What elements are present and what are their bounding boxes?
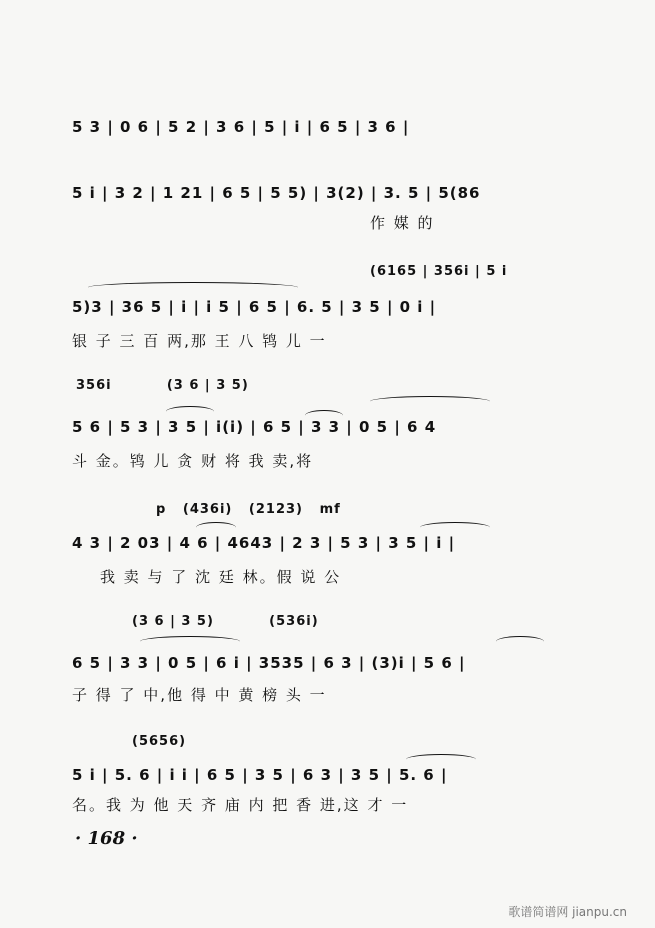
parenthesized-phrase: (3 6 | 3 5) (536i) [132,614,319,629]
lyrics-line: 名。我 为 他 天 齐 庙 内 把 香 进,这 才 一 [72,796,409,814]
parenthesized-phrase: (5656) [132,734,187,749]
slur [166,406,214,417]
notes-line: 5)3 | 36 5 | i | i 5 | 6 5 | 6. 5 | 3 5 | 0 i | [72,298,437,316]
notes-line: 5 3 | 0 6 | 5 2 | 3 6 | 5 | i | 6 5 | 3 6 | [72,118,410,136]
slur [420,522,490,533]
lyrics-line: 作 媒 的 [370,214,435,232]
notes-line: 5 i | 3 2 | 1 21 | 6 5 | 5 5) | 3(2) | 3. 5 | 5(86 [72,184,481,202]
slur [496,636,544,647]
lyrics-line: 我 卖 与 了 沈 廷 林。假 说 公 [100,568,342,586]
slur [305,410,343,421]
notes-line: 5 i | 5. 6 | i i | 6 5 | 3 5 | 6 3 | 3 5 | 5. 6 | [72,766,448,784]
slur [88,282,298,293]
slur [196,522,236,533]
slur [406,754,476,765]
parenthesized-phrase: 356i (3 6 | 3 5) [76,378,249,393]
notes-line: 4 3 | 2 03 | 4 6 | 4643 | 2 3 | 5 3 | 3 5 | i | [72,534,456,552]
notes-line: 6 5 | 3 3 | 0 5 | 6 i | 3535 | 6 3 | (3)i | 5 6 | [72,654,466,672]
page-number: · 168 · [75,828,138,849]
parenthesized-phrase: p (436i) (2123) mf [156,502,341,517]
watermark: 歌谱简谱网 jianpu.cn [508,905,627,919]
parenthesized-phrase: (6165 | 356i | 5 i [370,264,508,279]
lyrics-line: 子 得 了 中,他 得 中 黄 榜 头 一 [72,686,327,704]
lyrics-line: 斗 金。鸨 儿 贪 财 将 我 卖,将 [72,452,314,470]
lyrics-line: 银 子 三 百 两,那 王 八 鸨 儿 一 [72,332,327,350]
slur [140,636,240,647]
slur [370,396,490,407]
notes-line: 5 6 | 5 3 | 3 5 | i(i) | 6 5 | 3 3 | 0 5 | 6 4 [72,418,437,436]
